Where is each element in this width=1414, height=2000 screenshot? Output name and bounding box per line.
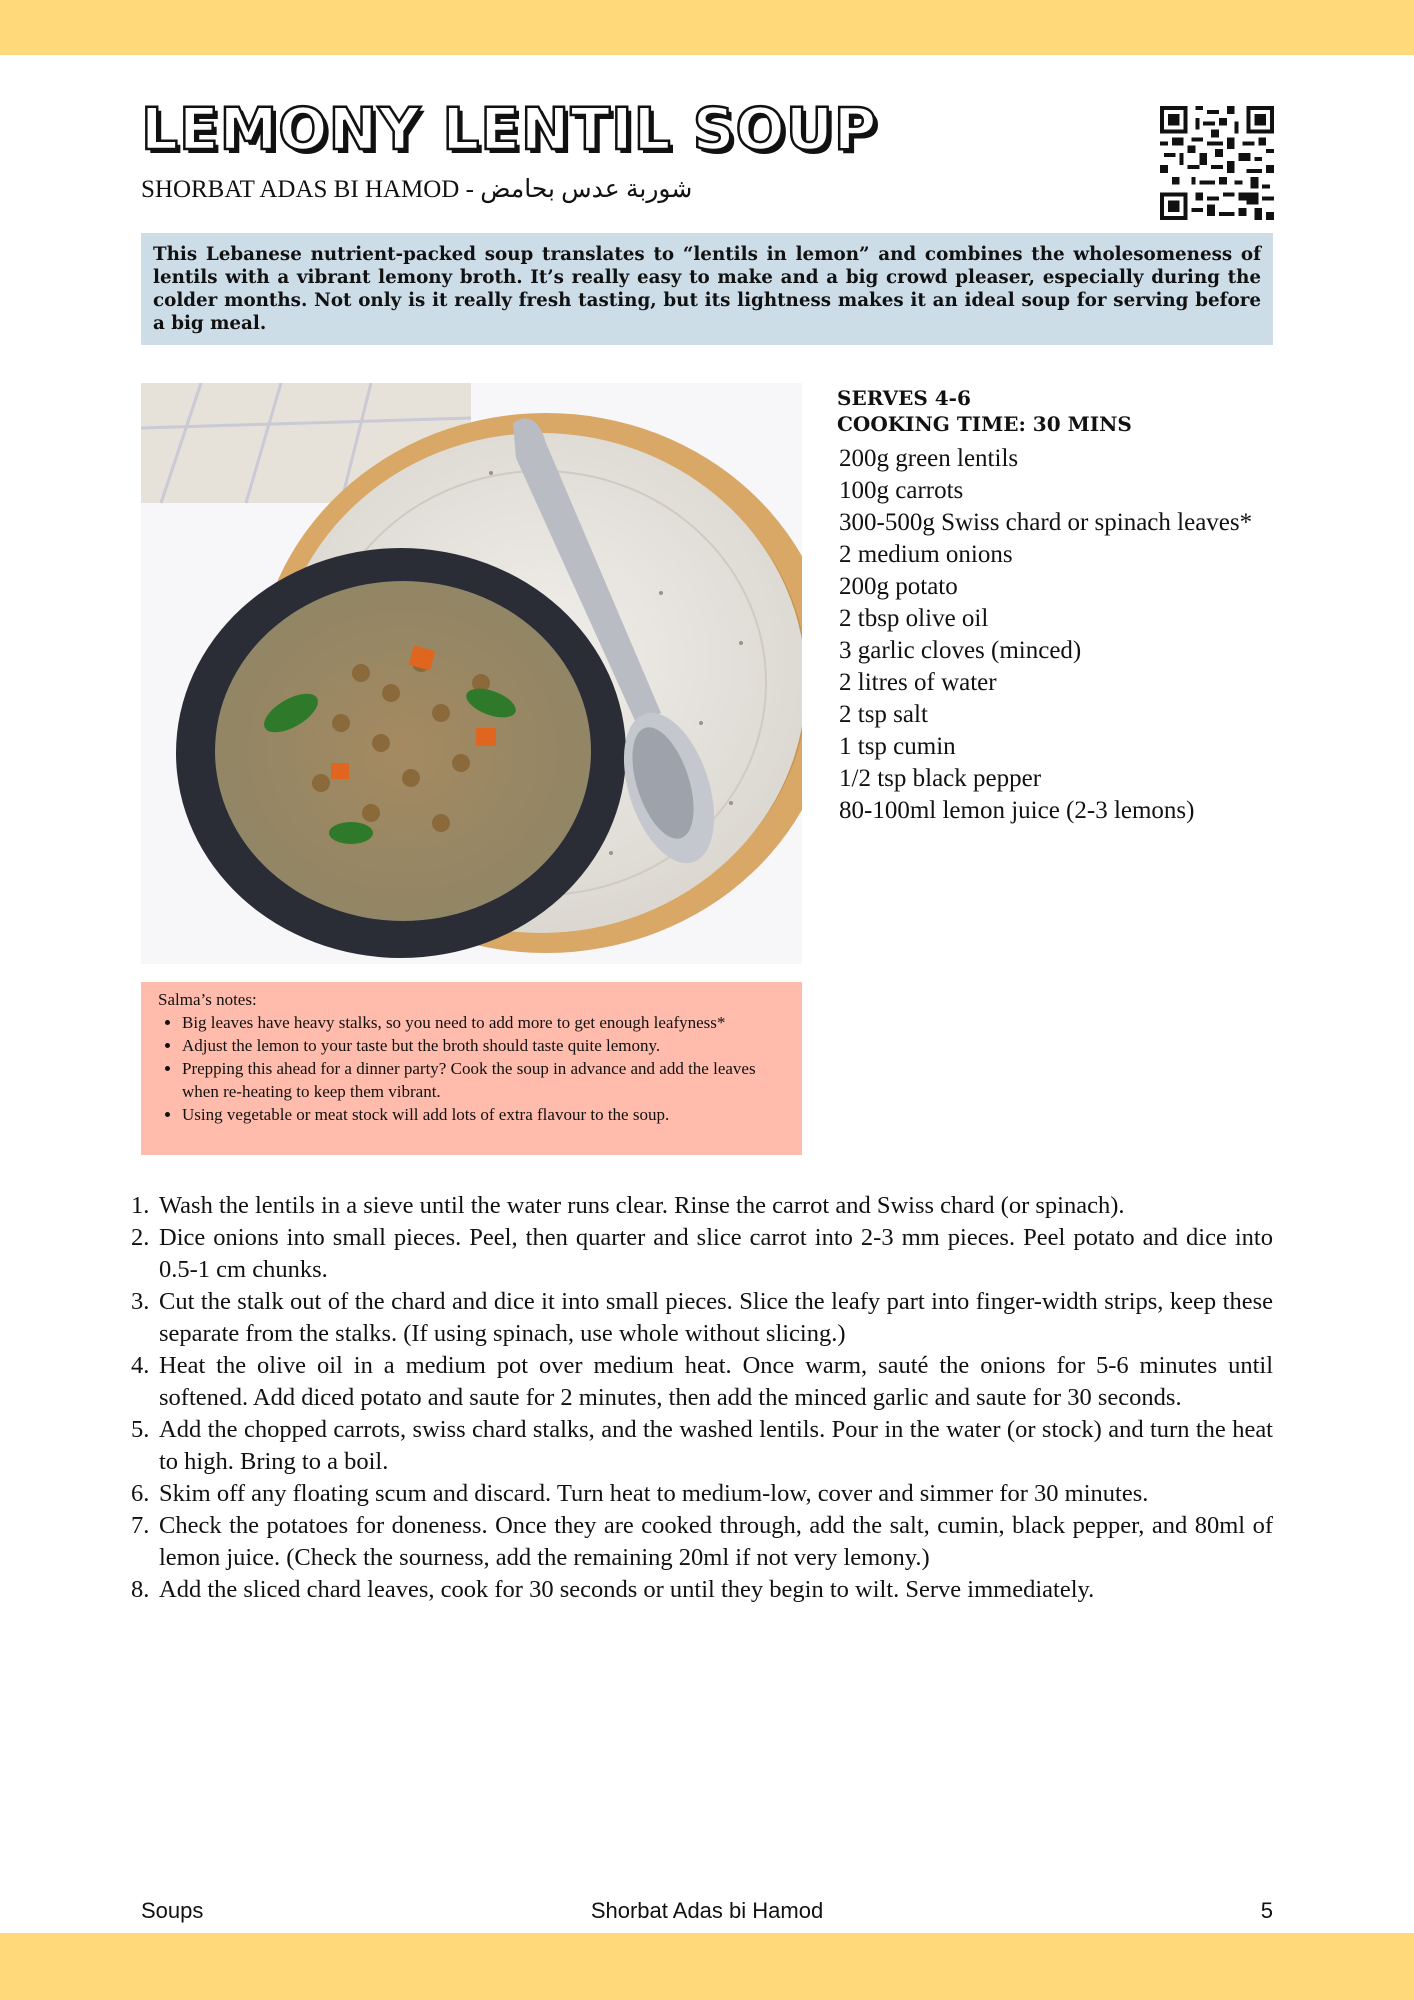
- ingredient-list: [839, 443, 1277, 827]
- ingredient-item: 2 litres of water: [839, 669, 997, 696]
- top-band: [0, 0, 1414, 55]
- recipe-title: LEMONY LENTIL SOUP: [141, 95, 878, 163]
- step-number: 8.: [131, 1576, 150, 1603]
- intro-text: This Lebanese nutrient-packed soup translates to “lentils in lemon” and combines the wholesomeness of lentils with a vibrant lemony broth. It’s really easy to make and a big crowd pleaser, especially during the colder months. Not only is it really fresh tasting, but its lightness makes it an ideal soup for serving before a big meal.: [141, 233, 1273, 345]
- step-number: 1.: [131, 1192, 150, 1219]
- ingredient-item: 80-100ml lemon juice (2-3 lemons): [839, 797, 1195, 824]
- ingredient-item: 1 tsp cumin: [839, 733, 956, 760]
- step-number: 3.: [131, 1288, 150, 1315]
- ingredient-item: 100g carrots: [839, 477, 964, 504]
- notes-title: Salma’s notes:: [158, 990, 257, 1009]
- step-item: [131, 1510, 1273, 1574]
- step-number: 4.: [131, 1352, 150, 1379]
- ingredient-item: 200g potato: [839, 573, 958, 600]
- ingredient-item: 300-500g Swiss chard or spinach leaves*: [839, 509, 1253, 536]
- note-item: • Big leaves have heavy stalks, so you need to add more to get enough leafyness*: [182, 1011, 786, 1034]
- step-number: 6.: [131, 1480, 150, 1507]
- step-item: [131, 1414, 1273, 1478]
- ingredient-item: 1/2 tsp black pepper: [839, 765, 1042, 792]
- ingredient-item: 2 tsp salt: [839, 701, 928, 728]
- footer-section: Soups: [141, 1898, 204, 1923]
- step-number: 7.: [131, 1512, 150, 1539]
- note-item: • Adjust the lemon to your taste but the broth should taste quite lemony.: [182, 1034, 786, 1057]
- step-item: [131, 1222, 1273, 1286]
- step-text: Cut the stalk out of the chard and dice it into small pieces. Slice the leafy part into finger-width strips, keep these separate from the stalks. (If using spinach, use whole without slicing.): [159, 1288, 1273, 1347]
- qr-code-icon[interactable]: [1160, 106, 1274, 220]
- step-number: 5.: [131, 1416, 150, 1443]
- step-text: Skim off any floating scum and discard. Turn heat to medium-low, cover and simmer for 30 minutes.: [159, 1480, 1149, 1507]
- note-item: • Prepping this ahead for a dinner party? Cook the soup in advance and add the leaves when re-heating to keep them vibrant.: [182, 1057, 786, 1103]
- ingredient-item: 200g green lentils: [839, 445, 1019, 472]
- step-text: Heat the olive oil in a medium pot over medium heat. Once warm, sauté the onions for 5-6 minutes until softened. Add diced potato and saute for 2 minutes, then add the minced garlic and saute for 30 seconds.: [159, 1352, 1273, 1411]
- note-item: • Using vegetable or meat stock will add lots of extra flavour to the soup.: [182, 1103, 786, 1126]
- step-item: [131, 1574, 1273, 1606]
- soup-photo: [141, 383, 802, 964]
- step-item: [131, 1286, 1273, 1350]
- serves-label: SERVES 4-6: [837, 386, 971, 410]
- step-item: [131, 1350, 1273, 1414]
- step-text: Add the chopped carrots, swiss chard stalks, and the washed lentils. Pour in the water (or stock) and turn the heat to high. Bring to a boil.: [159, 1416, 1273, 1475]
- ingredient-item: 3 garlic cloves (minced): [839, 637, 1082, 664]
- ingredient-item: 2 medium onions: [839, 541, 1013, 568]
- step-text: Wash the lentils in a sieve until the water runs clear. Rinse the carrot and Swiss chard (or spinach).: [159, 1192, 1125, 1219]
- recipe-subtitle: SHORBAT ADAS BI HAMOD - شوربة عدس بحامض: [141, 176, 693, 203]
- step-number: 2.: [131, 1224, 150, 1251]
- ingredient-item: 2 tbsp olive oil: [839, 605, 989, 632]
- bottom-band: [0, 1933, 1414, 2000]
- notes-box: [141, 982, 802, 1155]
- method-steps: [131, 1190, 1273, 1606]
- cooking-time-label: COOKING TIME: 30 MINS: [837, 412, 1132, 436]
- recipe-meta: [837, 385, 1277, 827]
- footer-recipe-name: Shorbat Adas bi Hamod: [590, 1898, 824, 1923]
- page-number: 5: [1260, 1898, 1273, 1923]
- notes-list: [158, 1011, 786, 1126]
- step-item: [131, 1478, 1273, 1510]
- step-text: Add the sliced chard leaves, cook for 30 seconds or until they begin to wilt. Serve immediately.: [159, 1576, 1095, 1603]
- step-item: [131, 1190, 1273, 1222]
- step-text: Dice onions into small pieces. Peel, then quarter and slice carrot into 2-3 mm pieces. Peel potato and dice into 0.5-1 cm chunks.: [159, 1224, 1273, 1283]
- step-text: Check the potatoes for doneness. Once they are cooked through, add the salt, cumin, black pepper, and 80ml of lemon juice. (Check the sourness, add the remaining 20ml if not very lemony.): [159, 1512, 1273, 1571]
